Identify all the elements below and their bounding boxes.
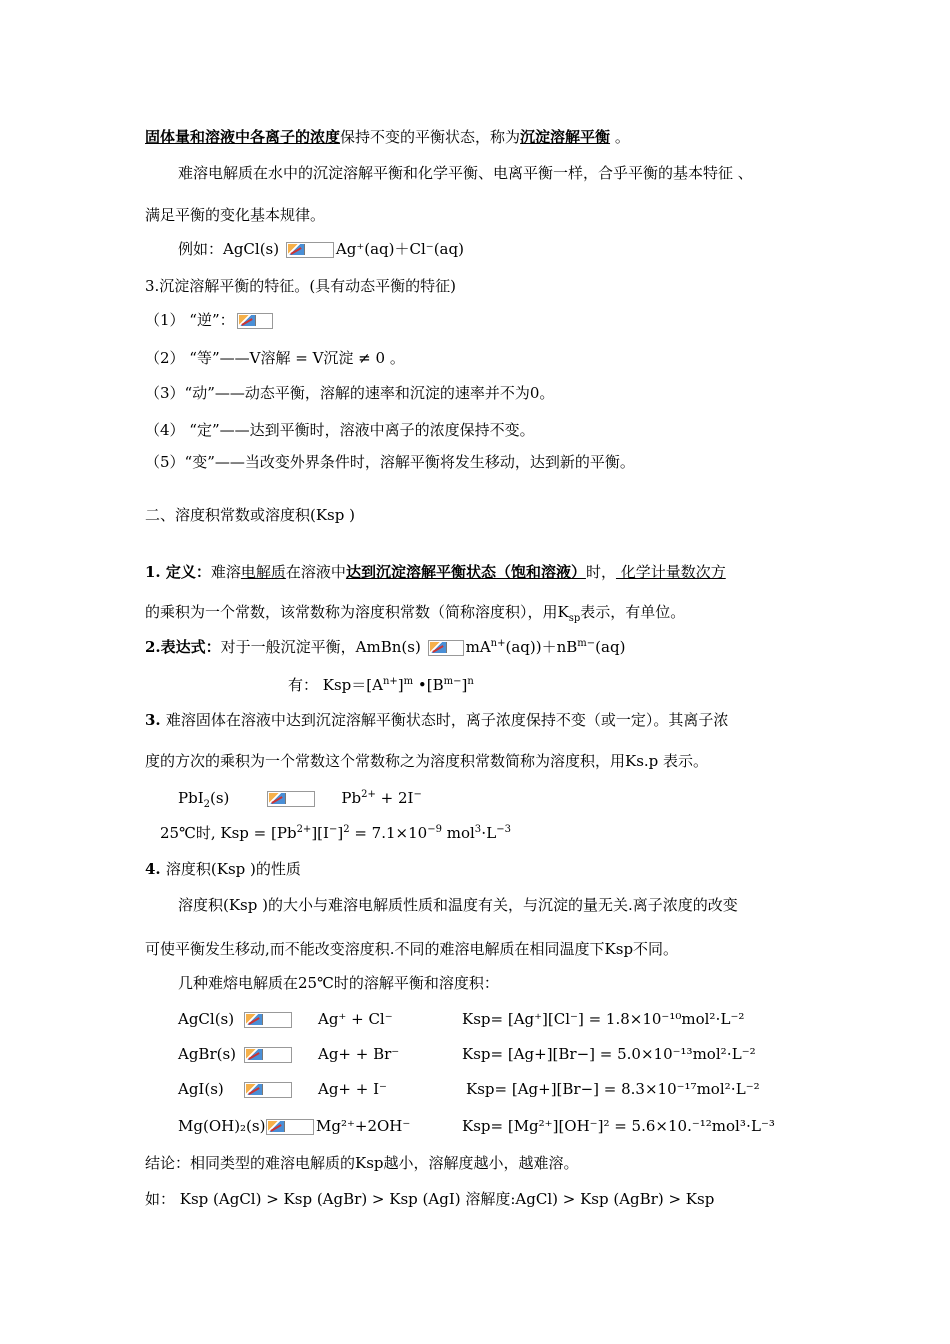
link-electrolyte: 电解质 (240, 563, 286, 581)
paragraph-line: 满足平衡的变化基本规律。 (145, 206, 326, 224)
example-comparison: 如： Ksp (AgCl) > Ksp (AgBr) > Ksp (AgI) 溶解度:AgCl) > Ksp (AgBr) > Ksp (145, 1190, 715, 1208)
ions: Ag+ + Br⁻ (318, 1045, 400, 1063)
text: mol (441, 824, 475, 842)
equilibrium-arrow-icon (266, 1119, 314, 1135)
reversible-arrow-icon (237, 313, 273, 329)
term-precipitation-equilibrium: 沉淀溶解平衡 (520, 128, 611, 146)
superscript: m− (577, 638, 596, 649)
substance: AgCl(s) (178, 1010, 235, 1028)
line-equilibrium-definition (145, 128, 630, 146)
superscript: − (413, 789, 422, 800)
table-row (178, 1080, 294, 1098)
superscript: n+ (382, 676, 398, 687)
text: ][I (311, 824, 329, 842)
bold-phrase: 固体量和溶液中各离子的浓度 (145, 128, 341, 146)
text: mA (465, 638, 491, 656)
ions: Mg²⁺+2OH⁻ (316, 1117, 411, 1135)
ions: Ag+ + I⁻ (318, 1080, 387, 1098)
heading-ksp-properties (145, 860, 301, 878)
paragraph-line: 溶度积(Ksp )的大小与难溶电解质性质和温度有关，与沉淀的量无关.离子浓度的改变 (178, 896, 738, 914)
equilibrium-arrow-icon (244, 1012, 292, 1028)
subscript: sp (568, 613, 581, 624)
text: 对于一般沉淀平衡，AmBn(s) (220, 638, 421, 656)
text: 25℃时, Ksp = [Pb (160, 824, 297, 842)
bold-phrase: 达到沉淀溶解平衡状态（饱和溶液） (345, 563, 586, 581)
table-row (178, 1117, 410, 1135)
text: ] (461, 676, 468, 694)
text: 。 (610, 128, 630, 146)
text: ] (337, 824, 344, 842)
text: 溶度积(Ksp )的性质 (165, 860, 301, 878)
label-definition: 1. 定义： (145, 563, 211, 581)
text: 难溶固体在溶液中达到沉淀溶解平衡状态时，离子浓度保持不变（或一定）。其离子浓 (165, 711, 729, 729)
superscript: −3 (496, 824, 512, 835)
superscript: − (328, 824, 338, 835)
text: Pb (341, 789, 362, 807)
text: (aq))＋nB (505, 638, 578, 656)
table-row (178, 1010, 294, 1028)
label-number: 3. (145, 711, 166, 729)
text: 在溶液中 (285, 563, 346, 581)
ksp-value: Ksp= [Mg²⁺][OH⁻]² = 5.6×10.⁻¹²mol³⋅L⁻³ (462, 1117, 775, 1135)
text: 二、溶度积常数或溶度积(Ksp ) (145, 506, 355, 524)
ksp-general-formula (288, 676, 474, 697)
ksp-value: Ksp= [Ag+][Br−] = 8.3×10⁻¹⁷mol²⋅L⁻² (466, 1080, 760, 1098)
text: Ag⁺(aq)＋Cl⁻(aq) (335, 240, 464, 258)
pbi2-equation (178, 789, 422, 810)
equilibrium-arrow-icon (267, 791, 315, 807)
definition-line-2 (145, 603, 685, 624)
heading-features: 3.沉淀溶解平衡的特征。(具有动态平衡的特征) (145, 277, 457, 295)
substance: AgI(s) (178, 1080, 224, 1098)
text: 的乘积为一个常数，该常数称为溶度积常数（简称溶度积），用K (145, 603, 569, 621)
equilibrium-arrow-icon (428, 640, 464, 656)
text: （1） “逆”： (145, 311, 235, 329)
equilibrium-arrow-icon (286, 242, 334, 258)
text: 保持不变的平衡状态，称为 (340, 128, 521, 146)
ksp-value: Ksp= [Ag+][Br−] = 5.0×10⁻¹³mol²⋅L⁻² (462, 1045, 756, 1063)
text: ] (397, 676, 404, 694)
paragraph-line: 难溶电解质在水中的沉淀溶解平衡和化学平衡、电离平衡一样，合乎平衡的基本特征 、 (178, 164, 753, 182)
example-equation (178, 240, 464, 258)
substance: Mg(OH)₂(s) (178, 1117, 266, 1135)
conclusion: 结论：相同类型的难溶电解质的Ksp越小，溶解度越小，越难溶。 (145, 1154, 579, 1172)
feature-4: （4） “定”——达到平衡时，溶液中离子的浓度保持不变。 (145, 421, 535, 439)
feature-3: （3）“动”——动态平衡，溶解的速率和沉淀的速率并不为0。 (145, 384, 555, 402)
feature-1 (145, 311, 275, 329)
text: (aq) (595, 638, 626, 656)
underlined-phrase: 化学计量数次方 (615, 563, 726, 581)
text: PbI (178, 789, 204, 807)
label-number: 4. (145, 860, 166, 878)
equilibrium-arrow-icon (244, 1082, 292, 1098)
section-heading-ksp (145, 506, 355, 524)
definition-line-1 (145, 563, 726, 581)
text: 有： Ksp＝[A (288, 676, 383, 694)
superscript: n (467, 676, 474, 687)
table-row (178, 1045, 294, 1063)
paragraph-line: 可使平衡发生移动,而不能改变溶度积.不同的难溶电解质在相同温度下Ksp不同。 (145, 940, 679, 958)
superscript: −9 (427, 824, 442, 835)
text: ⋅L (481, 824, 497, 842)
ions: Ag⁺ + Cl⁻ (318, 1010, 393, 1028)
text: 时， (585, 563, 616, 581)
paragraph-line: 几种难熔电解质在25℃时的溶解平衡和溶度积： (178, 974, 499, 992)
text: •[B (413, 676, 444, 694)
superscript: 2+ (296, 824, 312, 835)
text: (s) (210, 789, 230, 807)
superscript: m (403, 676, 414, 687)
text: 表示，有单位。 (580, 603, 686, 621)
label-expression: 2.表达式： (145, 638, 221, 656)
pbi2-ksp (160, 824, 511, 845)
text: = 7.1×10 (349, 824, 428, 842)
superscript: 2 (343, 824, 350, 835)
superscript: n+ (490, 638, 506, 649)
subscript: 2 (203, 799, 210, 810)
text: 难溶 (210, 563, 241, 581)
text: + 2I (375, 789, 414, 807)
paragraph-3-line-2: 度的方次的乘积为一个常数这个常数称之为溶度积常数简称为溶度积，用Ks.p 表示。 (145, 752, 709, 770)
ksp-value: Ksp= [Ag⁺][Cl⁻] = 1.8×10⁻¹⁰mol²⋅L⁻² (462, 1010, 745, 1028)
superscript: 3 (474, 824, 482, 835)
text: 例如：AgCl(s) (178, 240, 280, 258)
superscript: m− (443, 676, 462, 687)
expression-line (145, 638, 625, 659)
superscript: 2+ (361, 789, 376, 800)
paragraph-3-line-1 (145, 711, 728, 729)
feature-2: （2） “等”——V溶解 = V沉淀 ≠ 0 。 (145, 349, 405, 367)
feature-5: （5）“变”——当改变外界条件时，溶解平衡将发生移动，达到新的平衡。 (145, 453, 635, 471)
substance: AgBr(s) (178, 1045, 237, 1063)
equilibrium-arrow-icon (244, 1047, 292, 1063)
